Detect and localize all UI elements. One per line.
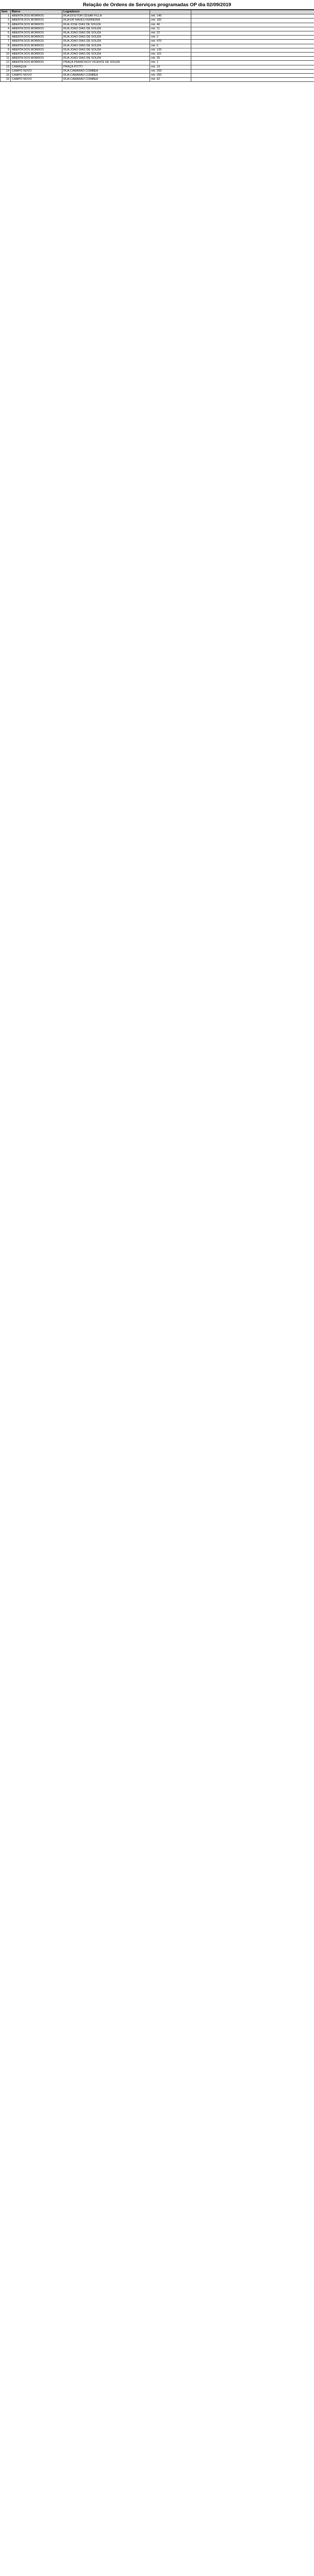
- cell-item: 15: [1, 74, 11, 78]
- column-header-item: Item: [1, 10, 11, 14]
- cell-servico: mtr. 140: [150, 14, 191, 19]
- cell-blank: [191, 74, 314, 78]
- cell-bairro: CAMPO NOVO: [11, 74, 62, 78]
- cell-servico: mtr. 11: [150, 27, 191, 31]
- document-title: Relação de Ordens de Serviços programadas OP dia 02/09/2019: [0, 0, 314, 10]
- cell-bairro: ABERTA DOS MORROS: [11, 31, 62, 36]
- cell-servico: mtr. 19: [150, 65, 191, 69]
- cell-blank: [191, 44, 314, 48]
- table-row: [1, 69, 314, 73]
- service-orders-table: [0, 10, 314, 82]
- cell-servico: mtr. 161: [150, 53, 191, 57]
- cell-bairro: ABERTA DOS MORROS: [11, 44, 62, 48]
- cell-servico: mtr. 22: [150, 31, 191, 36]
- cell-blank: [191, 69, 314, 73]
- cell-blank: [191, 36, 314, 40]
- cell-item: 7: [1, 40, 11, 44]
- table-row: [1, 40, 314, 44]
- cell-blank: [191, 48, 314, 52]
- cell-servico: mtr. 470: [150, 40, 191, 44]
- cell-servico: mtr. 133: [150, 48, 191, 52]
- cell-logradouro: RUA CAMARÃO COMBÉA: [62, 69, 150, 73]
- cell-blank: [191, 23, 314, 27]
- table-row: [1, 74, 314, 78]
- cell-servico: mtr. 62: [150, 78, 191, 82]
- cell-bairro: ABERTA DOS MORROS: [11, 61, 62, 65]
- cell-item: 12: [1, 61, 11, 65]
- cell-blank: [191, 40, 314, 44]
- cell-item: 9: [1, 48, 11, 52]
- cell-bairro: ABERTA DOS MORROS: [11, 23, 62, 27]
- table-row: [1, 23, 314, 27]
- cell-bairro: ABERTA DOS MORROS: [11, 19, 62, 23]
- cell-logradouro: PRAÇA FRANCISCO VICENTE DE SOUZA: [62, 61, 150, 65]
- cell-item: 2: [1, 19, 11, 23]
- cell-blank: [191, 31, 314, 36]
- table-row: [1, 14, 314, 19]
- cell-item: 5: [1, 31, 11, 36]
- column-header-servico: [150, 10, 191, 14]
- table-row: [1, 65, 314, 69]
- cell-logradouro: RUA JOÃO DIAS DE SOUZA: [62, 44, 150, 48]
- cell-bairro: ABERTA DOS MORROS: [11, 53, 62, 57]
- column-header-logradouro: Logradouro: [62, 10, 150, 14]
- cell-item: 1: [1, 14, 11, 19]
- cell-bairro: ABERTA DOS MORROS: [11, 48, 62, 52]
- table-row: [1, 36, 314, 40]
- cell-servico: mtr. 1: [150, 61, 191, 65]
- cell-servico: mtr. 182: [150, 19, 191, 23]
- column-header-bairro: Bairro: [11, 10, 62, 14]
- cell-logradouro: RUA JOÃO DIAS DE SOUZA: [62, 40, 150, 44]
- cell-logradouro: RUA JOÃO DIAS DE SOUZA: [62, 36, 150, 40]
- table-row: [1, 53, 314, 57]
- column-header-blank: [191, 10, 314, 14]
- table-row: [1, 31, 314, 36]
- table-row: [1, 57, 314, 61]
- table-row: [1, 48, 314, 52]
- table-row: [1, 61, 314, 65]
- cell-item: 16: [1, 78, 11, 82]
- cell-item: 6: [1, 36, 11, 40]
- table-row: [1, 27, 314, 31]
- cell-logradouro: RUA JOÃO DIAS DE SOUZA: [62, 27, 150, 31]
- cell-logradouro: RUA JOÃO DIAS DE SOUZA: [62, 48, 150, 52]
- table-header-row: [1, 10, 314, 14]
- cell-bairro: CAMPO NOVO: [11, 78, 62, 82]
- cell-blank: [191, 78, 314, 82]
- cell-bairro: ABERTA DOS MORROS: [11, 57, 62, 61]
- cell-logradouro: RUA DR NAVES FERREIRA: [62, 19, 150, 23]
- cell-bairro: CAMAQUÃ: [11, 65, 62, 69]
- cell-item: 11: [1, 57, 11, 61]
- cell-logradouro: RUA JOSÉ DIAS DE SOUZA: [62, 23, 150, 27]
- cell-logradouro: RUA CAMARÃO COMBÉA: [62, 74, 150, 78]
- cell-blank: [191, 57, 314, 61]
- table-row: [1, 44, 314, 48]
- document-page: [0, 0, 314, 82]
- cell-blank: [191, 65, 314, 69]
- cell-servico: mtr. 2: [150, 36, 191, 40]
- cell-item: 8: [1, 44, 11, 48]
- cell-item: 3: [1, 23, 11, 27]
- cell-blank: [191, 19, 314, 23]
- cell-blank: [191, 61, 314, 65]
- cell-logradouro: RUA DOUTOR CESAR FILLA: [62, 14, 150, 19]
- cell-blank: [191, 27, 314, 31]
- cell-logradouro: RUA JOÃO DIAS DE SOUZA: [62, 53, 150, 57]
- cell-logradouro: RUA JOÃO DIAS DE SOUZA: [62, 31, 150, 36]
- cell-item: 13: [1, 65, 11, 69]
- cell-bairro: ABERTA DOS MORROS: [11, 40, 62, 44]
- table-row: [1, 19, 314, 23]
- cell-blank: [191, 53, 314, 57]
- cell-servico: mtr. 5: [150, 44, 191, 48]
- cell-blank: [191, 14, 314, 19]
- cell-bairro: ABERTA DOS MORROS: [11, 27, 62, 31]
- cell-logradouro: RUA CAMARÃO COMBÉA: [62, 78, 150, 82]
- cell-item: 4: [1, 27, 11, 31]
- cell-servico: mtr. 25: [150, 57, 191, 61]
- table-row: [1, 78, 314, 82]
- cell-logradouro: PRAÇA POTTI: [62, 65, 150, 69]
- cell-bairro: CAMPO NOVO: [11, 69, 62, 73]
- cell-servico: mtr. 250: [150, 74, 191, 78]
- cell-bairro: ABERTA DOS MORROS: [11, 36, 62, 40]
- cell-bairro: ABERTA DOS MORROS: [11, 14, 62, 19]
- cell-item: 14: [1, 69, 11, 73]
- table-body: [1, 14, 314, 82]
- cell-servico: mtr. 200: [150, 69, 191, 73]
- cell-item: 10: [1, 53, 11, 57]
- cell-servico: mtr. 46: [150, 23, 191, 27]
- cell-logradouro: RUA JOÃO DIAS DE SOUZA: [62, 57, 150, 61]
